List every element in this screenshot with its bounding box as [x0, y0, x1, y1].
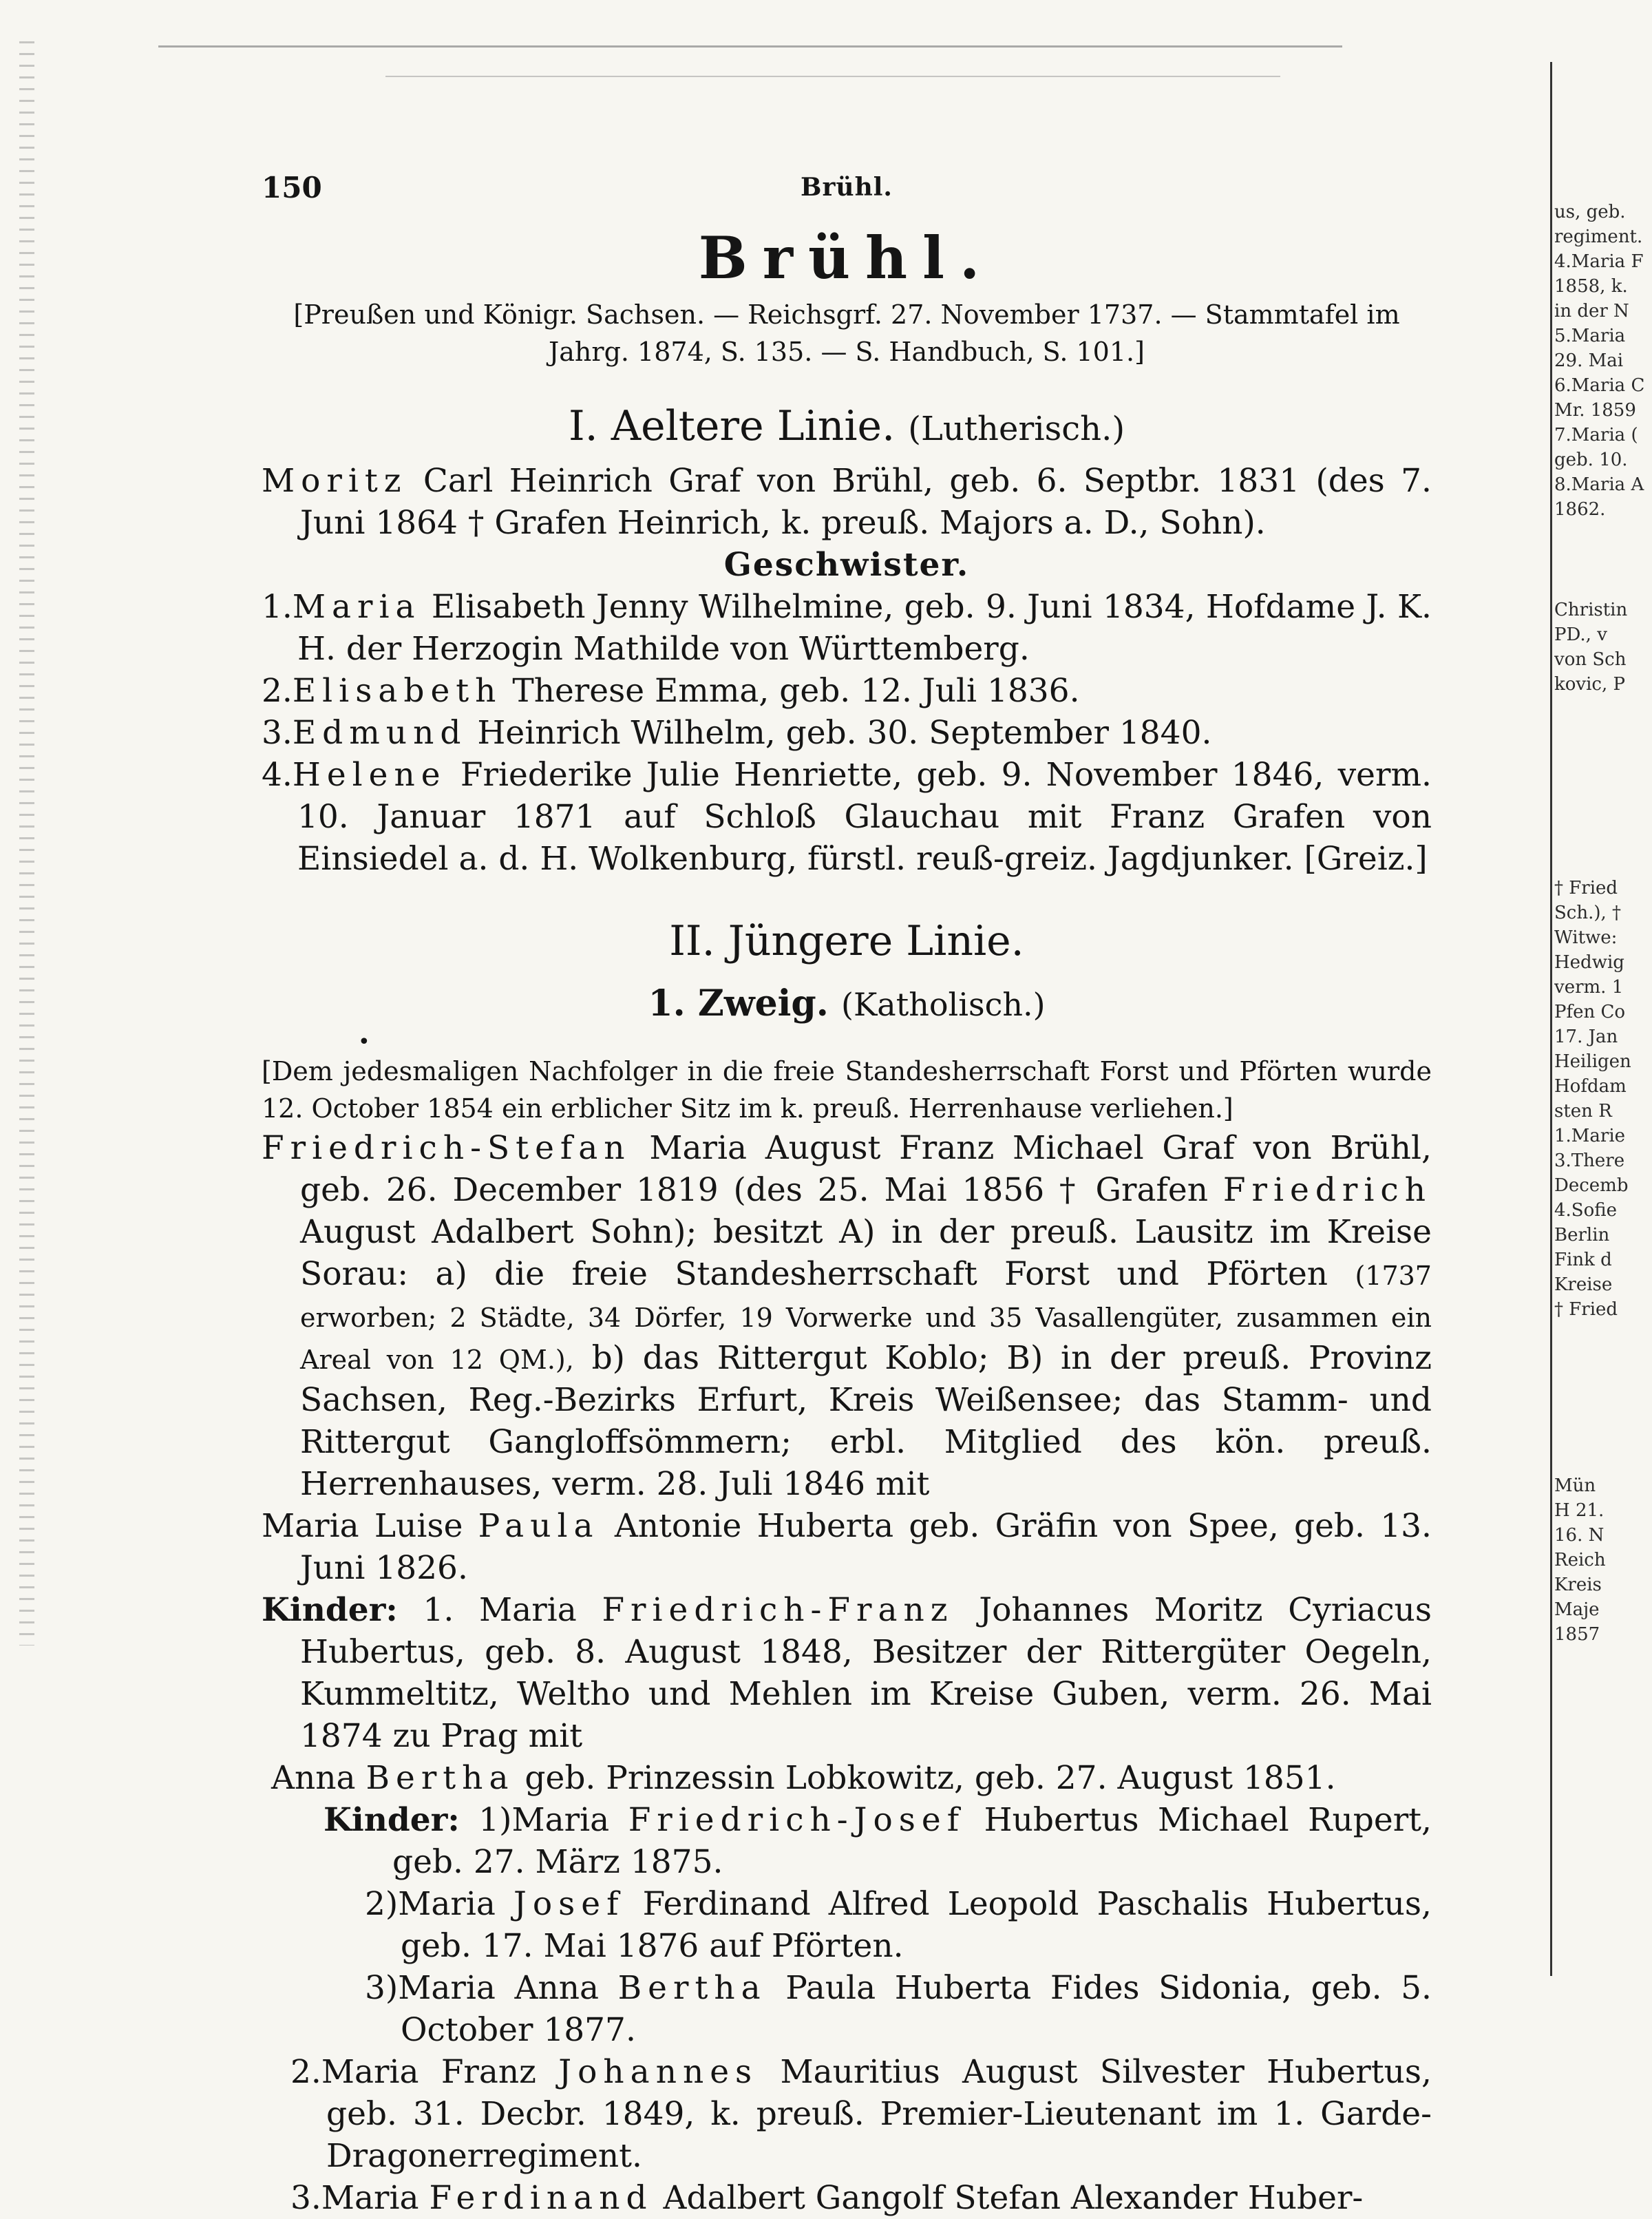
- page-title: Brühl.: [698, 224, 995, 292]
- fragment-line: Sch.), †: [1554, 903, 1622, 923]
- head-name: Friedrich-Stefan: [262, 1129, 631, 1167]
- sibling-text: Friederike Julie Henriette, geb. 9. November 1846, verm. 10. Januar 1871 auf Schloß Glauchau mit Franz Grafen von Einsiedel a. d. H. Wolkenburg, fürstl. reuß-greiz. Jagdjunker. [Greiz.]: [297, 756, 1432, 878]
- fragment-line: Fink d: [1554, 1250, 1612, 1270]
- fragment-line: H 21.: [1554, 1500, 1605, 1521]
- branch-title: 1. Zweig.: [648, 982, 829, 1024]
- fragment-line: 4.Maria F: [1554, 251, 1644, 272]
- fragment-line: Reich: [1554, 1550, 1606, 1570]
- fragment-line: Heiligen: [1554, 1051, 1631, 1072]
- facing-page-gutter: [1550, 62, 1552, 1976]
- fragment-line: 1858, k.: [1554, 276, 1628, 297]
- branch-confession: (Katholisch.): [841, 986, 1046, 1023]
- child-text: Mauritius August Silvester Hubertus, geb. 31. Decbr. 1849, k. preuß. Premier-Lieutenant im 1. Garde-Dragonerregiment.: [326, 2053, 1432, 2175]
- fragment-line: 17. Jan: [1554, 1027, 1618, 1047]
- wife-forenames: Maria Luise: [262, 1507, 463, 1545]
- section-title: I. Aeltere Linie.: [568, 402, 896, 450]
- sibling-number: 3.: [262, 714, 293, 752]
- child-text: Johannes Moritz Cyriacus Hubertus, geb. 8. August 1848, Besitzer der Rittergüter Oegeln, Kummeltitz, Weltho und Mehlen im Kreise Guben, verm. 26. Mai 1874 zu Prag mit: [300, 1591, 1432, 1755]
- fragment-line: 16. N: [1554, 1525, 1605, 1546]
- sibling-text: Therese Emma, geb. 12. Juli 1836.: [512, 672, 1080, 710]
- head-name: Moritz: [262, 462, 407, 500]
- fragment-line: 7.Maria (: [1554, 425, 1638, 445]
- grandchild-entry: [318, 1967, 1432, 2051]
- head-text: Maria August Franz Michael Graf von Brühl, geb. 26. December 1819 (des 25. Mai 1856 † Grafen: [300, 1129, 1432, 1209]
- grandchild-number: 1): [478, 1801, 512, 1839]
- fragment-line: von Sch: [1554, 649, 1627, 670]
- grandchild-number: 3): [365, 1969, 399, 2007]
- head-entry-moritz: [262, 460, 1432, 544]
- sibling-number: 1.: [262, 588, 293, 626]
- child1-wife-entry: [271, 1757, 1432, 1799]
- grandchild-text: Ferdinand Alfred Leopold Paschalis Hubertus, geb. 17. Mai 1876 auf Pförten.: [401, 1885, 1432, 1965]
- scan-edge-top: [158, 45, 1342, 48]
- grandchild-forenames: Maria: [511, 1801, 610, 1839]
- scan-left-edge-noise: [19, 41, 34, 1645]
- grandchild-name: Bertha: [617, 1969, 767, 2007]
- sibling-text: Heinrich Wilhelm, geb. 30. September 1840.: [477, 714, 1212, 752]
- head-estate-note: (1737 erworben; 2 Städte, 34 Dörfer, 19 Vorwerke und 35 Vasallengüter, zusammen ein Areal von 12 QM.),: [300, 1261, 1432, 1375]
- fragment-line: Pfen Co: [1554, 1002, 1626, 1022]
- head-text: b) das Rittergut Koblo; B) in der preuß. Provinz Sachsen, Reg.-Bezirks Erfurt, Kreis Weißensee; das Stamm- und Rittergut Gangloffsömmern; erbl. Mitglied des kön. preuß. Herrenhauses, verm. 28. Juli 1846 mit: [300, 1339, 1432, 1503]
- stray-dot: •: [358, 1030, 370, 1054]
- fragment-line: 8.Maria A: [1554, 474, 1644, 495]
- fragment-line: in der N: [1554, 301, 1629, 322]
- fragment-line: 6.Maria C: [1554, 375, 1645, 396]
- fragment-line: Hofdam: [1554, 1076, 1627, 1097]
- wife-forenames: Anna: [271, 1759, 356, 1797]
- sibling-number: 2.: [262, 672, 293, 710]
- branch-note: [Dem jedesmaligen Nachfolger in die freie Standesherrschaft Forst und Pförten wurde 12. October 1854 ein erblicher Sitz im k. preuß. Herrenhause verliehen.]: [262, 1056, 1432, 1124]
- head-text: August Adalbert Sohn); besitzt A) in der preuß. Lausitz im Kreise Sorau: a) die freie Standesherrschaft Forst und Pförten: [300, 1213, 1432, 1293]
- fragment-line: Witwe:: [1554, 927, 1618, 948]
- child-forenames: Maria Franz: [321, 2053, 536, 2091]
- grandchild-forenames: Maria: [398, 1885, 496, 1923]
- child-entry-2: [274, 2051, 1432, 2177]
- fragment-line: Mün: [1554, 1475, 1596, 1496]
- page-number: 150: [262, 171, 322, 204]
- children-label: Kinder:: [262, 1591, 398, 1629]
- grandchild-name: Josef: [513, 1885, 625, 1923]
- intro-note: [Preußen und Königr. Sachsen. — Reichsgrf. 27. November 1737. — Stammtafel im Jahrg. 1874, S. 135. — S. Handbuch, S. 101.]: [293, 299, 1400, 367]
- sibling-name: Elisabeth: [292, 672, 502, 710]
- fragment-line: kovic, P: [1554, 674, 1625, 695]
- wife-name: Paula: [478, 1507, 600, 1545]
- child-entry-3: [274, 2177, 1432, 2219]
- fragment-line: Berlin: [1554, 1225, 1610, 1245]
- scan-edge-top-2: [385, 76, 1280, 77]
- running-head: Brühl.: [801, 173, 893, 202]
- fragment-line: 4.Sofie: [1554, 1200, 1617, 1221]
- child-name: Johannes: [558, 2053, 759, 2091]
- fragment-line: regiment.: [1554, 227, 1643, 247]
- fragment-line: Kreis: [1554, 1575, 1602, 1595]
- fragment-line: 5.Maria: [1554, 326, 1626, 346]
- sibling-entry: [262, 712, 1432, 754]
- children-entry-1: [262, 1589, 1432, 1757]
- section-heading-juengere-linie: [262, 910, 1432, 972]
- sibling-name: Maria: [292, 588, 421, 626]
- child-text: Adalbert Gangolf Stefan Alexander Huber-: [663, 2179, 1364, 2217]
- fragment-line: 1.Marie: [1554, 1126, 1626, 1146]
- fragment-line: Kreise: [1554, 1274, 1613, 1295]
- section-title: II. Jüngere Linie.: [669, 917, 1024, 965]
- fragment-line: sten R: [1554, 1101, 1612, 1122]
- fragment-line: 1862.: [1554, 499, 1606, 520]
- fragment-gap: [1554, 1322, 1652, 1473]
- siblings-heading: Geschwister.: [723, 546, 970, 584]
- grandchild-name: Friedrich-Josef: [628, 1801, 966, 1839]
- page-header: [262, 158, 1432, 207]
- grandchild-text: Hubertus Michael Rupert, geb. 27. März 1875.: [392, 1801, 1432, 1881]
- branch-heading: [262, 976, 1432, 1032]
- sibling-text: Elisabeth Jenny Wilhelmine, geb. 9. Juni 1834, Hofdame J. K. H. der Herzogin Mathilde von Württemberg.: [297, 588, 1432, 668]
- child-number: 2.: [290, 2053, 321, 2091]
- grandchild-entry: [318, 1883, 1432, 1967]
- fragment-line: Christin: [1554, 600, 1628, 620]
- fragment-line: us, geb.: [1554, 202, 1626, 222]
- child-forenames: Maria: [479, 1591, 577, 1629]
- head-entry-friedrich-stefan: [262, 1127, 1432, 1505]
- child-name: Ferdinand: [429, 2179, 653, 2217]
- child-name: Friedrich-Franz: [602, 1591, 954, 1629]
- wife-name: Bertha: [366, 1759, 515, 1797]
- sibling-entry: [262, 754, 1432, 880]
- facing-page-fragments: [1554, 200, 1652, 1647]
- wife-entry: [262, 1505, 1432, 1589]
- fragment-line: PD., v: [1554, 624, 1607, 645]
- section-confession: (Lutherisch.): [908, 410, 1125, 448]
- page-content: [262, 158, 1432, 2219]
- fragment-line: geb. 10.: [1554, 450, 1628, 470]
- head-text: Carl Heinrich Graf von Brühl, geb. 6. Septbr. 1831 (des 7. Juni 1864 † Grafen Heinrich, k. preuß. Majors a. D., Sohn).: [300, 462, 1432, 542]
- grandchild-text: Paula Huberta Fides Sidonia, geb. 5. October 1877.: [401, 1969, 1432, 2049]
- child-forenames: Maria: [321, 2179, 419, 2217]
- grandchild-number: 2): [365, 1885, 399, 1923]
- grandchildren-label: Kinder:: [324, 1801, 460, 1839]
- fragment-line: verm. 1: [1554, 977, 1624, 998]
- sibling-name: Edmund: [292, 714, 467, 752]
- grandchild-forenames: Maria Anna: [398, 1969, 600, 2007]
- fragment-line: Hedwig: [1554, 952, 1624, 973]
- fragment-line: 1857: [1554, 1624, 1600, 1645]
- fragment-line: 3.There: [1554, 1150, 1625, 1171]
- grandchild-entry: [303, 1799, 1432, 1883]
- fragment-gap: [1554, 697, 1652, 876]
- child-number: 1.: [423, 1591, 454, 1629]
- sibling-entry: [262, 586, 1432, 670]
- head-father-name: Friedrich: [1222, 1171, 1432, 1209]
- sibling-name: Helene: [292, 756, 447, 794]
- sibling-number: 4.: [262, 756, 293, 794]
- fragment-gap: [1554, 522, 1652, 598]
- fragment-line: † Fried: [1554, 878, 1618, 898]
- fragment-line: † Fried: [1554, 1299, 1618, 1320]
- fragment-line: Decemb: [1554, 1175, 1629, 1196]
- child-number: 3.: [290, 2179, 321, 2217]
- fragment-line: 29. Mai: [1554, 350, 1624, 371]
- sibling-entry: [262, 670, 1432, 712]
- wife-text: Antonie Huberta geb. Gräfin von Spee, geb. 13. Juni 1826.: [300, 1507, 1432, 1587]
- fragment-line: Mr. 1859: [1554, 400, 1636, 421]
- wife-text: geb. Prinzessin Lobkowitz, geb. 27. August 1851.: [525, 1759, 1336, 1797]
- section-heading-aeltere-linie: [262, 395, 1432, 460]
- fragment-line: Maje: [1554, 1599, 1600, 1620]
